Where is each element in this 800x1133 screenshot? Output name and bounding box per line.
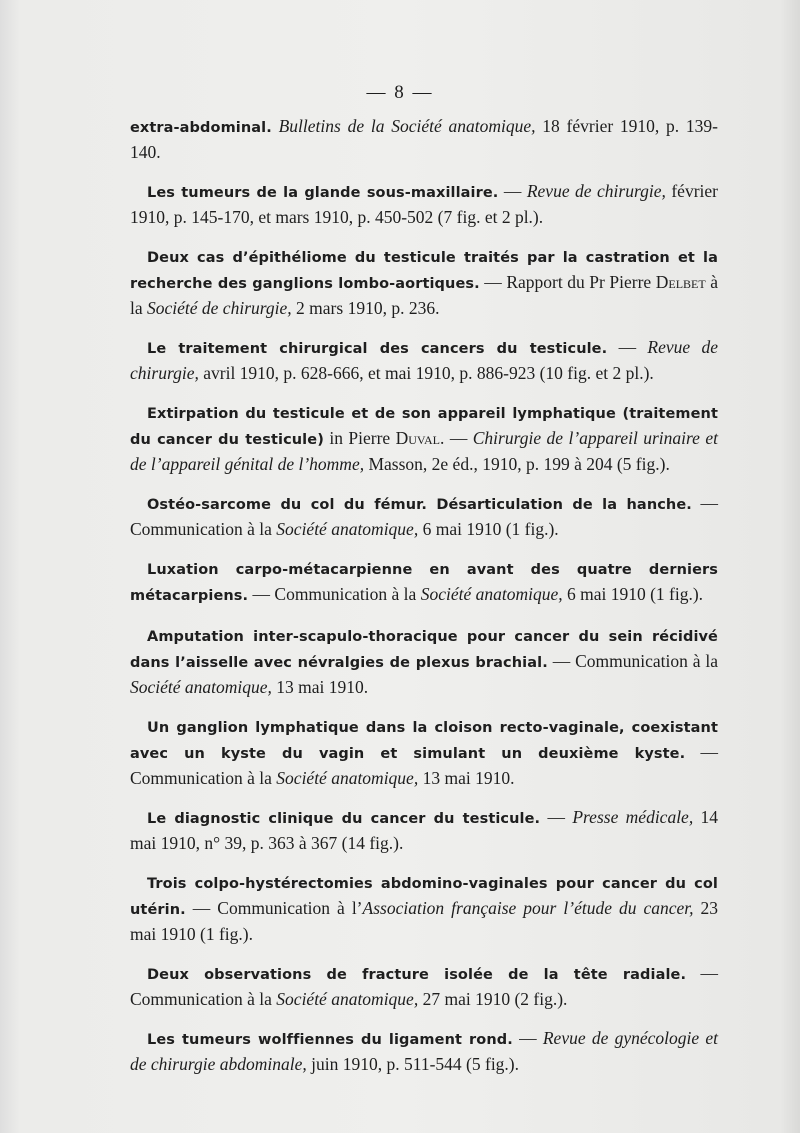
entry-journal: Association française pour l’étude du cancer, <box>362 898 694 918</box>
entry-details: 27 mai 1910 (2 fig.). <box>422 989 568 1009</box>
entry-prefix: Communication à la <box>130 768 272 788</box>
entry-prefix: Communication à la <box>130 519 272 539</box>
entry-title: Deux cas d’épithéliome du testicule traités par la castration et la recherche des ganglions lombo-aortiques. <box>130 250 718 292</box>
entry-separator: — <box>552 651 571 671</box>
entry-title: Extirpation du testicule et de son appareil lymphatique (traitement du cancer du testicule) <box>130 406 718 448</box>
entry-details: juin 1910, p. 511-544 (5 fig.). <box>311 1054 520 1074</box>
entry-separator: — <box>519 1028 537 1048</box>
entry-separator: — <box>547 807 565 827</box>
entry-details: février 1910, p. 145-170, et mars 1910, p. 450-502 (7 fig. et 2 pl.). <box>130 181 718 227</box>
entry-separator: — <box>700 963 719 983</box>
bibliography-entry <box>130 400 718 476</box>
bibliography-entry <box>130 870 718 946</box>
entry-title: Luxation carpo-métacarpienne en avant des quatre derniers métacarpiens. <box>130 562 718 604</box>
bibliography-entry <box>130 491 718 541</box>
entry-details: 18 février 1910, p. 139-140. <box>130 116 719 162</box>
entry-prefix: Communication à la <box>274 584 417 604</box>
entry-journal: Société anatomique, <box>276 519 419 539</box>
entry-details: 23 mai 1910 (1 fig.). <box>130 898 719 944</box>
entry-title: Un ganglion lymphatique dans la cloison recto-vaginale, coexistant avec un kyste du vagin et simulant un deuxième kyste. <box>130 720 718 762</box>
entry-journal: Chirurgie de l’appareil urinaire et de l’appareil génital de l’homme, <box>130 428 719 474</box>
entry-details: 13 mai 1910. <box>422 768 515 788</box>
entry-title: Le diagnostic clinique du cancer du testicule. <box>147 811 541 827</box>
entry-details: 6 mai 1910 (1 fig.). <box>566 584 704 604</box>
entry-journal: Société anatomique, <box>420 584 563 604</box>
entry-journal: Société anatomique, <box>130 677 272 697</box>
entry-prefix: Communication à la <box>575 651 719 671</box>
entry-details: 6 mai 1910 (1 fig.). <box>422 519 559 539</box>
entry-prefix: in Pierre <box>329 428 391 448</box>
entry-details: 2 mars 1910, p. 236. <box>296 298 440 318</box>
entry-title: Deux observations de fracture isolée de la tête radiale. <box>147 967 687 983</box>
bibliography-entry <box>130 179 718 229</box>
entry-journal: Presse médicale, <box>572 807 694 827</box>
entry-title: extra-abdominal. <box>130 120 272 136</box>
entry-title: Amputation inter-scapulo-thoracique pour cancer du sein récidivé dans l’aisselle avec névralgies de plexus brachial. <box>130 629 718 671</box>
bibliography-entry <box>130 1026 718 1076</box>
entry-author: Delbet <box>655 272 706 292</box>
entry-prefix: Rapport du Pr Pierre <box>506 272 652 292</box>
bibliography-entry <box>130 623 718 699</box>
entry-title: Ostéo-sarcome du col du fémur. Désarticulation de la hanche. <box>147 497 692 513</box>
bibliography-entry <box>130 805 718 855</box>
entry-details: avril 1910, p. 628-666, et mai 1910, p. 886-923 (10 fig. et 2 pl.). <box>203 363 654 383</box>
page-number: — 8 — <box>366 82 434 103</box>
entry-title: Les tumeurs wolffiennes du ligament rond. <box>147 1032 513 1048</box>
entry-details: 13 mai 1910. <box>276 677 369 697</box>
entry-journal: Bulletins de la Société anatomique, <box>278 116 536 136</box>
entry-title: Les tumeurs de la glande sous-maxillaire. <box>147 185 499 201</box>
entry-separator: — <box>252 584 271 604</box>
entry-journal: Revue de chirurgie, <box>130 337 719 383</box>
bibliography-entry <box>130 961 718 1011</box>
bibliography-entry <box>130 335 718 385</box>
entry-separator: — <box>618 337 637 357</box>
entry-details: Masson, 2e éd., 1910, p. 199 à 204 (5 fig.). <box>368 454 670 474</box>
entry-title: Trois colpo-hystérectomies abdomino-vaginales pour cancer du col utérin. <box>130 876 718 918</box>
entry-prefix: Communication à la <box>130 989 272 1009</box>
entry-separator: — <box>484 272 502 292</box>
entry-separator: — <box>449 428 468 448</box>
entry-journal: Société anatomique, <box>276 768 419 788</box>
entry-journal: Revue de gynécologie et de chirurgie abdominale, <box>130 1028 719 1074</box>
entry-separator: — <box>700 493 719 513</box>
entry-journal: Revue de chirurgie, <box>526 181 666 201</box>
bibliography-entry <box>130 556 718 608</box>
entry-journal: Société anatomique, <box>276 989 419 1009</box>
entry-mid: à la <box>130 272 719 318</box>
bibliography-list <box>130 114 718 1091</box>
entry-details: 14 mai 1910, n° 39, p. 363 à 367 (14 fig.). <box>130 807 719 853</box>
bibliography-entry <box>130 114 718 164</box>
entry-separator: — <box>192 898 211 918</box>
bibliography-entry <box>130 714 718 790</box>
entry-separator: — <box>503 181 522 201</box>
entry-title: Le traitement chirurgical des cancers du testicule. <box>147 341 608 357</box>
entry-journal: Société de chirurgie, <box>147 298 292 318</box>
bibliography-entry <box>130 244 718 320</box>
entry-prefix: Communication à l’ <box>217 898 363 918</box>
entry-separator: — <box>700 742 718 762</box>
entry-author: Duval. <box>395 428 445 448</box>
